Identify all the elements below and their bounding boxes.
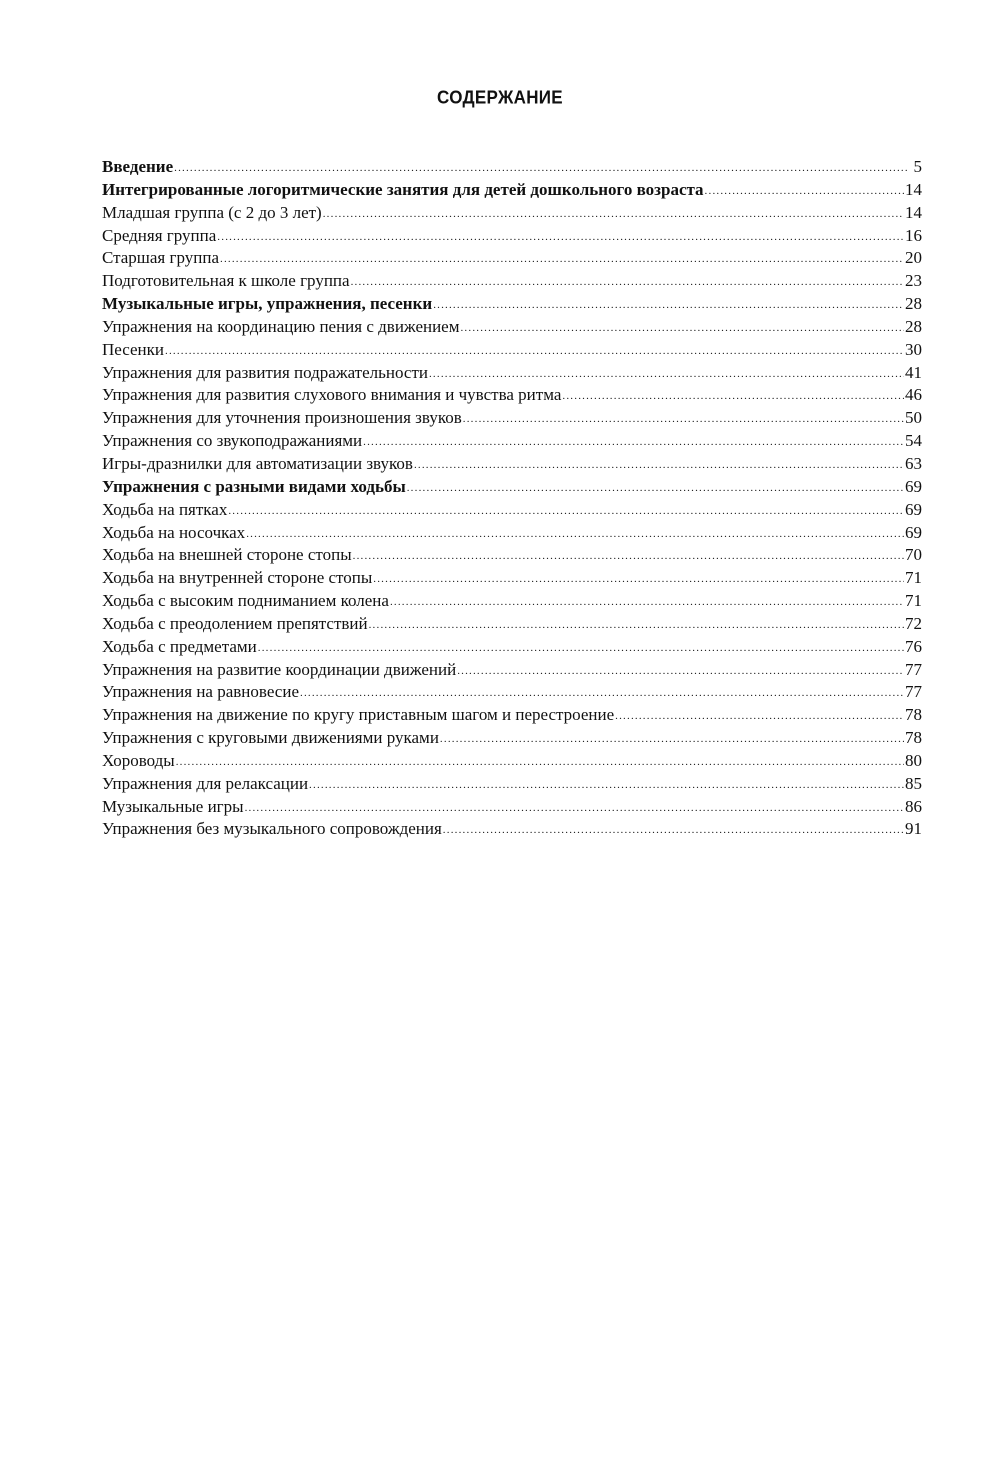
toc-entry-page: 23: [905, 271, 922, 291]
dot-leader: [433, 294, 904, 316]
toc-entry: [102, 544, 922, 567]
toc-entry-page: 41: [905, 362, 922, 382]
toc-entry-title: Ходьба на внутренней стороне стопы: [102, 568, 373, 588]
toc-entry-page: 46: [905, 385, 922, 405]
toc-entry-page: 78: [905, 728, 922, 748]
toc-entry: [102, 636, 922, 659]
toc-entry-title: Упражнения на равновесие: [102, 682, 299, 702]
dot-leader: [228, 500, 904, 522]
dot-leader: [457, 660, 904, 682]
dot-leader: [463, 408, 904, 430]
toc-entry-page: 80: [905, 750, 922, 770]
dot-leader: [246, 523, 904, 545]
dot-leader: [220, 248, 904, 270]
toc-entry: [102, 818, 922, 841]
toc-entry-page: 50: [905, 408, 922, 428]
dot-leader: [217, 226, 904, 248]
toc-entry: [102, 247, 922, 270]
toc-entry-title: Игры-дразнилки для автоматизации звуков: [102, 453, 413, 473]
toc-entry-page: 30: [905, 339, 922, 359]
toc-entry-title: Упражнения со звукоподражаниями: [102, 431, 363, 451]
toc-entry: [102, 202, 922, 225]
toc-entry-page: 85: [905, 773, 922, 793]
table-of-contents: [102, 156, 922, 841]
dot-leader: [369, 614, 904, 636]
toc-entry: [102, 727, 922, 750]
toc-entry-page: 69: [905, 476, 922, 496]
dot-leader: [414, 454, 904, 476]
toc-entry-title: Упражнения на движение по кругу приставным шагом и перестроение: [102, 705, 615, 725]
toc-entry-page: 91: [905, 819, 922, 839]
dot-leader: [165, 340, 904, 362]
toc-entry: [102, 659, 922, 682]
dot-leader: [300, 682, 904, 704]
toc-entry-title: Музыкальные игры: [102, 796, 244, 816]
toc-entry: [102, 522, 922, 545]
toc-entry-page: 77: [905, 659, 922, 679]
toc-entry-page: 70: [905, 545, 922, 565]
dot-leader: [176, 751, 904, 773]
toc-entry: [102, 704, 922, 727]
toc-entry: [102, 362, 922, 385]
toc-entry-title: Ходьба с высоким подниманием колена: [102, 591, 389, 611]
toc-entry-title: Упражнения с круговыми движениями руками: [102, 728, 439, 748]
toc-entry: [102, 156, 922, 179]
toc-entry: [102, 453, 922, 476]
toc-entry-title: Введение: [102, 157, 174, 176]
dot-leader: [353, 545, 904, 567]
dot-leader: [351, 271, 904, 293]
dot-leader: [245, 797, 904, 819]
toc-entry: [102, 339, 922, 362]
toc-entry-title: Упражнения для уточнения произношения звуков: [102, 408, 462, 428]
toc-entry-title: Подготовительная к школе группа: [102, 271, 350, 291]
toc-entry: [102, 384, 922, 407]
toc-entry: [102, 179, 922, 202]
dot-leader: [562, 385, 904, 407]
dot-leader: [323, 203, 904, 225]
toc-entry: [102, 430, 922, 453]
toc-entry-page: 72: [905, 613, 922, 633]
toc-entry-page: 76: [905, 636, 922, 656]
dot-leader: [174, 157, 909, 179]
toc-entry-title: Упражнения для релаксации: [102, 773, 309, 793]
toc-entry-title: Ходьба на пятках: [102, 499, 228, 519]
toc-entry: [102, 316, 922, 339]
toc-entry-title: Интегрированные логоритмические занятия для детей дошкольного возраста: [102, 179, 704, 199]
dot-leader: [705, 180, 904, 202]
toc-entry-title: Старшая группа: [102, 248, 219, 268]
toc-entry-title: Ходьба с предметами: [102, 636, 257, 656]
dot-leader: [390, 591, 904, 613]
toc-entry-page: 69: [905, 522, 922, 542]
page-title: СОДЕРЖАНИЕ: [437, 87, 563, 108]
toc-entry-title: Музыкальные игры, упражнения, песенки: [102, 294, 433, 314]
toc-entry-title: Упражнения для развития подражательности: [102, 362, 428, 382]
toc-entry: [102, 613, 922, 636]
toc-entry: [102, 590, 922, 613]
dot-leader: [309, 774, 904, 796]
toc-entry: [102, 499, 922, 522]
dot-leader: [407, 477, 904, 499]
dot-leader: [363, 431, 904, 453]
toc-entry-page: 14: [905, 202, 922, 222]
toc-entry: [102, 750, 922, 773]
dot-leader: [373, 568, 904, 590]
toc-entry-title: Средняя группа: [102, 225, 217, 245]
toc-entry-title: Ходьба на носочках: [102, 522, 246, 542]
toc-entry: [102, 796, 922, 819]
dot-leader: [615, 705, 904, 727]
toc-entry-title: Песенки: [102, 339, 164, 359]
toc-entry-title: Упражнения на координацию пения с движением: [102, 316, 460, 336]
dot-leader: [440, 728, 904, 750]
toc-entry-page: 78: [905, 705, 922, 725]
toc-entry-page: 16: [905, 225, 922, 245]
toc-entry-page: 5: [913, 157, 922, 176]
toc-entry-page: 71: [905, 568, 922, 588]
toc-entry-title: Упражнения без музыкального сопровождения: [102, 819, 442, 839]
toc-entry-title: Ходьба на внешней стороне стопы: [102, 545, 352, 565]
toc-entry-page: 28: [905, 316, 922, 336]
toc-entry-title: Младшая группа (с 2 до 3 лет): [102, 202, 322, 222]
toc-entry-page: 54: [905, 431, 922, 451]
toc-entry: [102, 681, 922, 704]
toc-entry-page: 14: [905, 179, 922, 199]
toc-entry-title: Упражнения для развития слухового внимания и чувства ритма: [102, 385, 562, 405]
toc-entry-page: 63: [905, 453, 922, 473]
toc-entry-title: Упражнения с разными видами ходьбы: [102, 476, 406, 496]
dot-leader: [258, 637, 904, 659]
dot-leader: [460, 317, 904, 339]
toc-entry: [102, 476, 922, 499]
toc-entry-title: Хороводы: [102, 750, 175, 770]
toc-entry: [102, 270, 922, 293]
toc-entry-page: 71: [905, 591, 922, 611]
toc-entry: [102, 407, 922, 430]
toc-entry: [102, 567, 922, 590]
toc-entry-page: 69: [905, 499, 922, 519]
toc-entry-title: Ходьба с преодолением препятствий: [102, 613, 368, 633]
toc-entry: [102, 225, 922, 248]
toc-entry: [102, 773, 922, 796]
toc-entry-title: Упражнения на развитие координации движений: [102, 659, 457, 679]
toc-entry-page: 86: [905, 796, 922, 816]
toc-entry-page: 77: [905, 682, 922, 702]
toc-entry-page: 28: [905, 294, 922, 314]
toc-entry: [102, 293, 922, 316]
toc-entry-page: 20: [905, 248, 922, 268]
dot-leader: [429, 363, 904, 385]
dot-leader: [443, 819, 904, 841]
